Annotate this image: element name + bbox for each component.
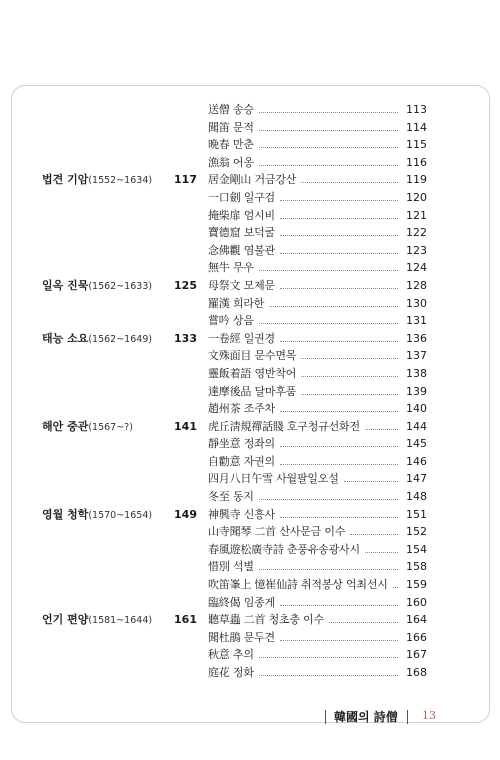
author-name-text: 영월 청학 — [42, 507, 89, 521]
toc-entry — [0, 312, 500, 330]
toc-entry — [0, 277, 500, 295]
leader-dots — [259, 130, 398, 131]
toc-entry — [0, 558, 500, 576]
toc-entry — [0, 242, 500, 260]
poem-page: 140 — [406, 402, 427, 416]
poem-page: 166 — [406, 630, 427, 644]
author-name — [42, 418, 133, 437]
toc-entry — [0, 470, 500, 488]
footer-divider — [407, 710, 408, 724]
author-page: 133 — [174, 331, 197, 345]
author-dates: (1552~1634) — [88, 175, 153, 187]
poem-title: 一卷經 일권경 — [208, 331, 275, 345]
poem-page: 151 — [406, 507, 427, 521]
poem-page: 122 — [406, 226, 427, 240]
poem-title: 靈飯着語 영반착어 — [208, 366, 297, 380]
toc-entry — [0, 154, 500, 172]
poem-title: 寶德窟 보덕굴 — [208, 226, 275, 240]
poem-title: 吹笛峯上 憶崔仙詩 취적봉상 억최선시 — [208, 578, 388, 592]
poem-page: 124 — [406, 261, 427, 275]
poem-page: 136 — [406, 331, 427, 345]
leader-dots — [301, 376, 398, 377]
table-of-contents — [0, 101, 500, 682]
author-page: 125 — [174, 278, 197, 292]
leader-dots — [301, 358, 398, 359]
leader-dots — [280, 446, 398, 447]
toc-entry — [0, 347, 500, 365]
leader-dots — [280, 605, 398, 606]
author-dates: (1562~1633) — [88, 280, 153, 292]
poem-title: 靜坐意 정좌의 — [208, 437, 275, 451]
toc-entry — [0, 664, 500, 682]
poem-page: 154 — [406, 542, 427, 556]
poem-page: 137 — [406, 349, 427, 363]
page-footer — [0, 704, 500, 730]
toc-entry — [0, 224, 500, 242]
leader-dots — [259, 499, 398, 500]
leader-dots — [259, 147, 398, 148]
poem-title: 春風遊松廣寺詩 춘풍유송광사시 — [208, 542, 360, 556]
poem-title: 念佛觀 염불관 — [208, 243, 275, 257]
author-name-text: 태능 소요 — [42, 331, 89, 345]
toc-entry — [0, 383, 500, 401]
poem-title: 達摩後品 달마후품 — [208, 384, 297, 398]
author-name-text: 언기 편양 — [42, 613, 89, 627]
poem-title: 冬至 동지 — [208, 490, 254, 504]
author-page: 117 — [174, 173, 197, 187]
toc-entry — [0, 611, 500, 629]
toc-entry — [0, 171, 500, 189]
poem-title: 臨終偈 임종게 — [208, 595, 275, 609]
poem-page: 119 — [406, 173, 427, 187]
poem-title: 羅漢 희라한 — [208, 296, 265, 310]
leader-dots — [280, 411, 398, 412]
poem-page: 152 — [406, 525, 427, 539]
poem-page: 115 — [406, 138, 427, 152]
poem-page: 123 — [406, 243, 427, 257]
poem-page: 144 — [406, 419, 427, 433]
poem-page: 147 — [406, 472, 427, 486]
leader-dots — [280, 341, 398, 342]
leader-dots — [365, 552, 398, 553]
poem-page: 146 — [406, 454, 427, 468]
toc-entry — [0, 523, 500, 541]
poem-title: 惜別 석별 — [208, 560, 254, 574]
book-title: 韓國의 詩僧 — [334, 710, 398, 724]
leader-dots — [259, 112, 398, 113]
poem-page: 131 — [406, 314, 427, 328]
poem-title: 自勸意 자권의 — [208, 454, 275, 468]
poem-page: 148 — [406, 490, 427, 504]
leader-dots — [301, 394, 398, 395]
poem-title: 母祭文 모제문 — [208, 278, 275, 292]
leader-dots — [280, 235, 398, 236]
poem-title: 秋意 추의 — [208, 648, 254, 662]
poem-title: 四月八日午雪 사월팔일오설 — [208, 472, 339, 486]
toc-entry — [0, 576, 500, 594]
author-dates: (1567~?) — [88, 421, 133, 433]
poem-page: 160 — [406, 595, 427, 609]
poem-title: 虎丘淸規禪話賤 호구청규선화전 — [208, 419, 360, 433]
poem-page: 167 — [406, 648, 427, 662]
toc-entry — [0, 330, 500, 348]
poem-title: 聞笛 문적 — [208, 120, 254, 134]
author-name — [42, 330, 152, 349]
leader-dots — [280, 218, 398, 219]
poem-page: 164 — [406, 613, 427, 627]
toc-entry — [0, 488, 500, 506]
poem-title: 漁翁 어옹 — [208, 155, 254, 169]
toc-entry — [0, 629, 500, 647]
poem-title: 庭花 정화 — [208, 666, 254, 679]
poem-page: 168 — [406, 666, 427, 679]
toc-entry — [0, 418, 500, 436]
toc-entry — [0, 295, 500, 313]
toc-entry — [0, 365, 500, 383]
leader-dots — [393, 587, 398, 588]
poem-page: 145 — [406, 437, 427, 451]
poem-title: 送僧 송승 — [208, 103, 254, 116]
toc-entry — [0, 119, 500, 137]
toc-entry — [0, 207, 500, 225]
author-name — [42, 277, 152, 296]
leader-dots — [259, 165, 398, 166]
poem-title: 無牛 무우 — [208, 261, 254, 275]
leader-dots — [280, 464, 398, 465]
poem-title: 一口劍 일구검 — [208, 190, 275, 204]
leader-dots — [280, 253, 398, 254]
leader-dots — [259, 569, 398, 570]
footer-divider — [325, 710, 326, 724]
leader-dots — [280, 200, 398, 201]
leader-dots — [365, 429, 398, 430]
author-page: 161 — [174, 613, 197, 627]
poem-title: 晩春 만춘 — [208, 138, 254, 152]
toc-entry — [0, 646, 500, 664]
leader-dots — [259, 657, 398, 658]
leader-dots — [301, 182, 398, 183]
author-name-text: 일옥 진묵 — [42, 278, 89, 292]
toc-entry — [0, 506, 500, 524]
toc-entry — [0, 189, 500, 207]
leader-dots — [350, 534, 398, 535]
poem-page: 120 — [406, 190, 427, 204]
poem-title: 趙州茶 조주차 — [208, 402, 275, 416]
leader-dots — [259, 323, 398, 324]
poem-page: 121 — [406, 208, 427, 222]
poem-page: 158 — [406, 560, 427, 574]
author-name-text: 해안 중관 — [42, 419, 89, 433]
toc-entry — [0, 101, 500, 119]
toc-entry — [0, 136, 500, 154]
author-page: 149 — [174, 507, 197, 521]
leader-dots — [280, 288, 398, 289]
author-name — [42, 611, 152, 630]
author-name-text: 법견 기암 — [42, 173, 89, 187]
toc-entry — [0, 259, 500, 277]
poem-title: 嘗吟 상음 — [208, 314, 254, 328]
leader-dots — [329, 622, 398, 623]
toc-entry — [0, 541, 500, 559]
poem-title: 掩柴扉 엄시비 — [208, 208, 275, 222]
author-dates: (1570~1654) — [88, 509, 153, 521]
page-number: 13 — [422, 709, 436, 722]
poem-title: 神興寺 신흥사 — [208, 507, 275, 521]
leader-dots — [280, 640, 398, 641]
toc-entry — [0, 453, 500, 471]
toc-entry — [0, 435, 500, 453]
leader-dots — [259, 675, 398, 676]
poem-title: 聽草蟲 二首 청초충 이수 — [208, 613, 325, 627]
poem-page: 114 — [406, 120, 427, 134]
leader-dots — [259, 270, 398, 271]
poem-page: 116 — [406, 155, 427, 169]
toc-entry — [0, 594, 500, 612]
author-name — [42, 506, 152, 525]
author-dates: (1581~1644) — [88, 615, 153, 627]
author-page: 141 — [174, 419, 197, 433]
poem-page: 128 — [406, 278, 427, 292]
poem-title: 聞杜鵑 문두견 — [208, 630, 275, 644]
author-name — [42, 171, 152, 190]
leader-dots — [280, 517, 398, 518]
poem-title: 山寺聞琴 二首 산사문금 이수 — [208, 525, 346, 539]
leader-dots — [269, 306, 398, 307]
poem-page: 159 — [406, 578, 427, 592]
poem-page: 113 — [406, 103, 427, 116]
leader-dots — [344, 481, 398, 482]
poem-title: 居金剛山 거금강산 — [208, 173, 297, 187]
poem-title: 文殊面目 문수면목 — [208, 349, 297, 363]
toc-entry — [0, 400, 500, 418]
poem-page: 139 — [406, 384, 427, 398]
poem-page: 130 — [406, 296, 427, 310]
author-dates: (1562~1649) — [88, 333, 153, 345]
poem-page: 138 — [406, 366, 427, 380]
